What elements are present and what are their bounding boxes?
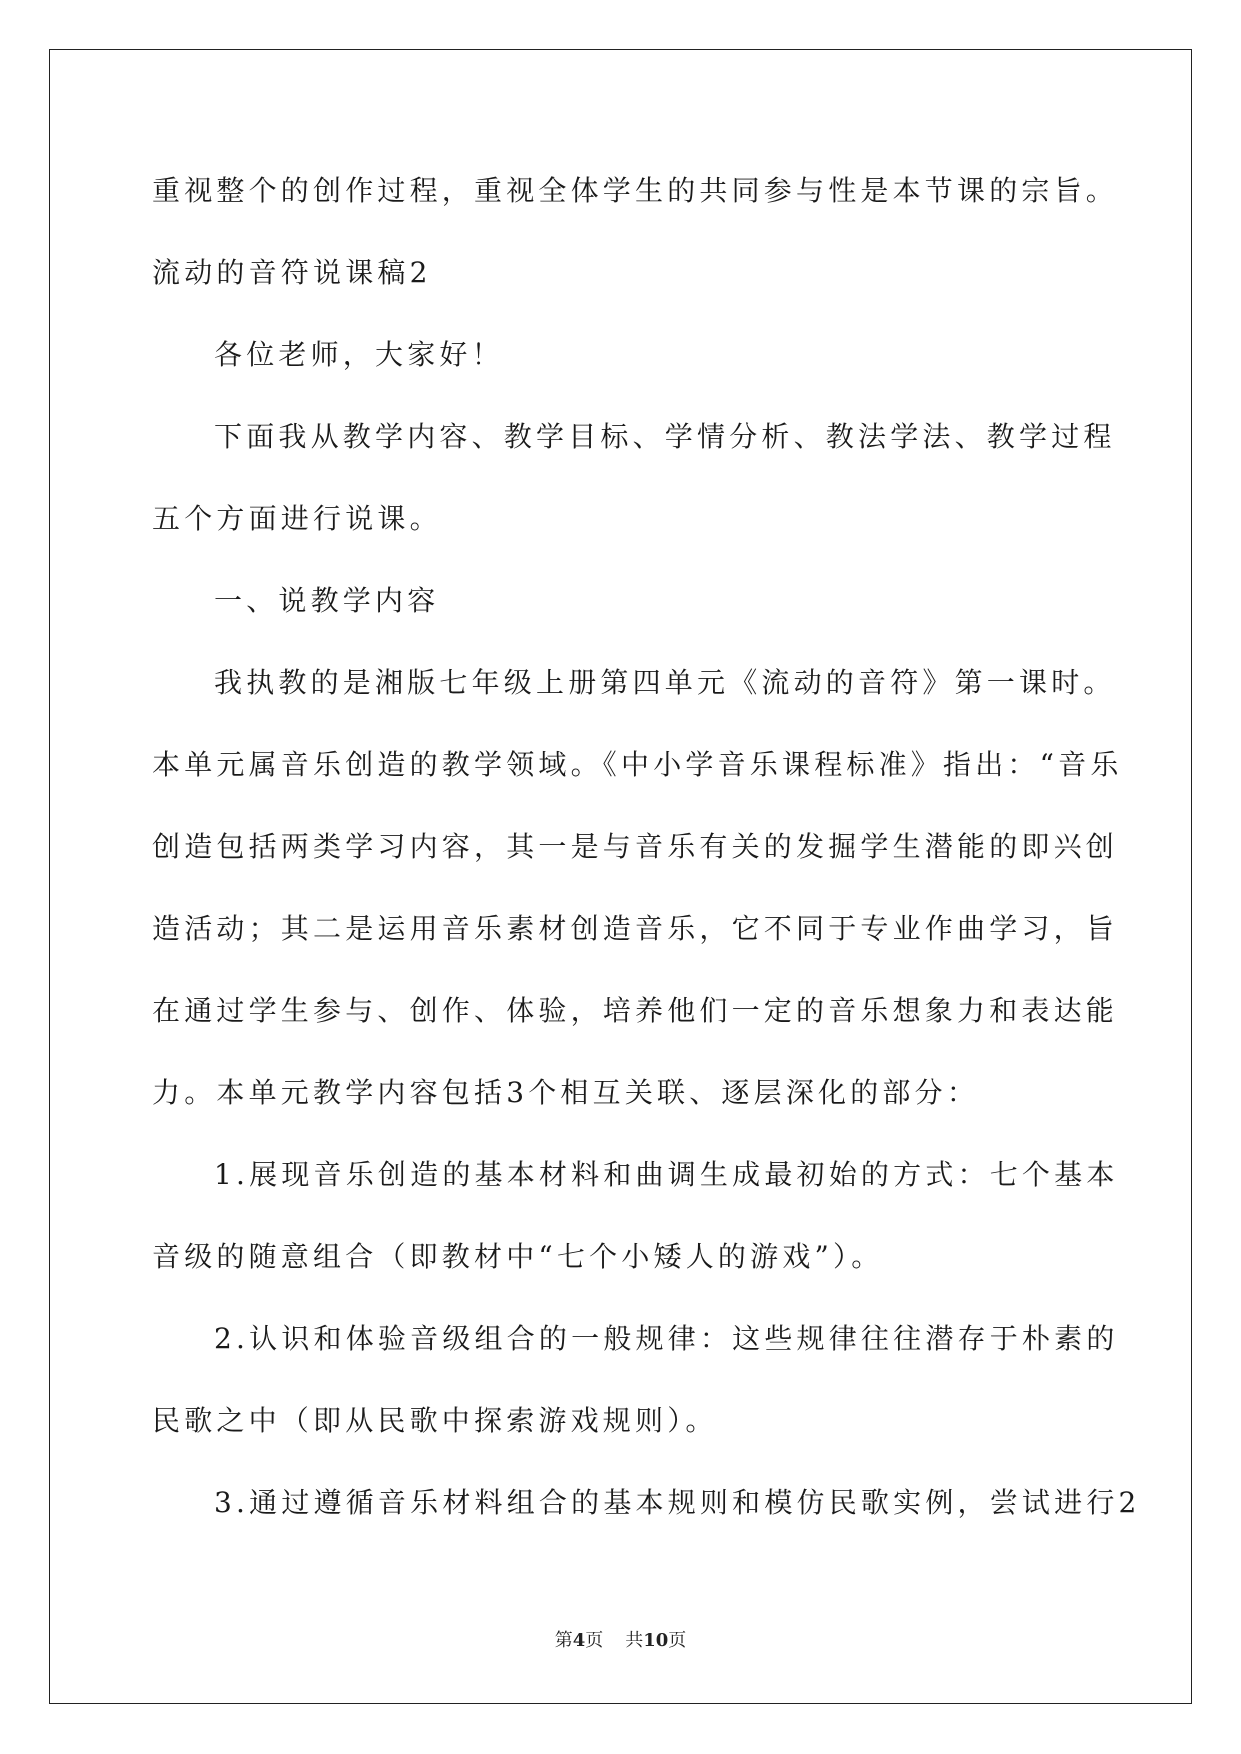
- list-item-line: 2.认识和体验音级组合的一般规律：这些规律往往潜存于朴素的: [214, 1322, 1119, 1355]
- total-label-suffix: 页: [668, 1630, 687, 1651]
- page-label-suffix: 页: [585, 1630, 604, 1651]
- total-label-prefix: 共: [625, 1630, 644, 1651]
- list-item-line: 1.展现音乐创造的基本材料和曲调生成最初始的方式：七个基本: [214, 1158, 1119, 1191]
- page-footer: [0, 1626, 1241, 1652]
- paragraph-line: 力。本单元教学内容包括3个相互关联、逐层深化的部分：: [152, 1076, 980, 1109]
- list-item-line: 民歌之中（即从民歌中探索游戏规则）。: [152, 1404, 718, 1437]
- paragraph-line: 本单元属音乐创造的教学领域。《中小学音乐课程标准》指出：“音乐: [152, 748, 1123, 781]
- paragraph-line: 在通过学生参与、创作、体验，培养他们一定的音乐想象力和表达能: [152, 994, 1119, 1027]
- current-page-number: 4: [572, 1630, 586, 1651]
- list-item-line: 音级的随意组合（即教材中“七个小矮人的游戏”）。: [152, 1240, 884, 1273]
- paragraph-line: 我执教的是湘版七年级上册第四单元《流动的音符》第一课时。: [214, 666, 1116, 699]
- section-heading: 一、说教学内容: [214, 584, 440, 617]
- list-item-line: 3.通过遵循音乐材料组合的基本规则和模仿民歌实例，尝试进行2: [214, 1486, 1141, 1519]
- paragraph-line: 各位老师，大家好！: [214, 338, 504, 371]
- total-page-count: 10: [643, 1630, 669, 1651]
- paragraph-line: 五个方面进行说课。: [152, 502, 442, 535]
- section-title: 流动的音符说课稿2: [152, 256, 432, 289]
- paragraph-line: 造活动；其二是运用音乐素材创造音乐，它不同于专业作曲学习，旨: [152, 912, 1119, 945]
- document-body: [152, 150, 1141, 1544]
- page-label-prefix: 第: [554, 1630, 573, 1651]
- paragraph-line: 下面我从教学内容、教学目标、学情分析、教法学法、教学过程: [214, 420, 1116, 453]
- paragraph-line: 重视整个的创作过程，重视全体学生的共同参与性是本节课的宗旨。: [152, 174, 1119, 207]
- paragraph-line: 创造包括两类学习内容，其一是与音乐有关的发掘学生潜能的即兴创: [152, 830, 1119, 863]
